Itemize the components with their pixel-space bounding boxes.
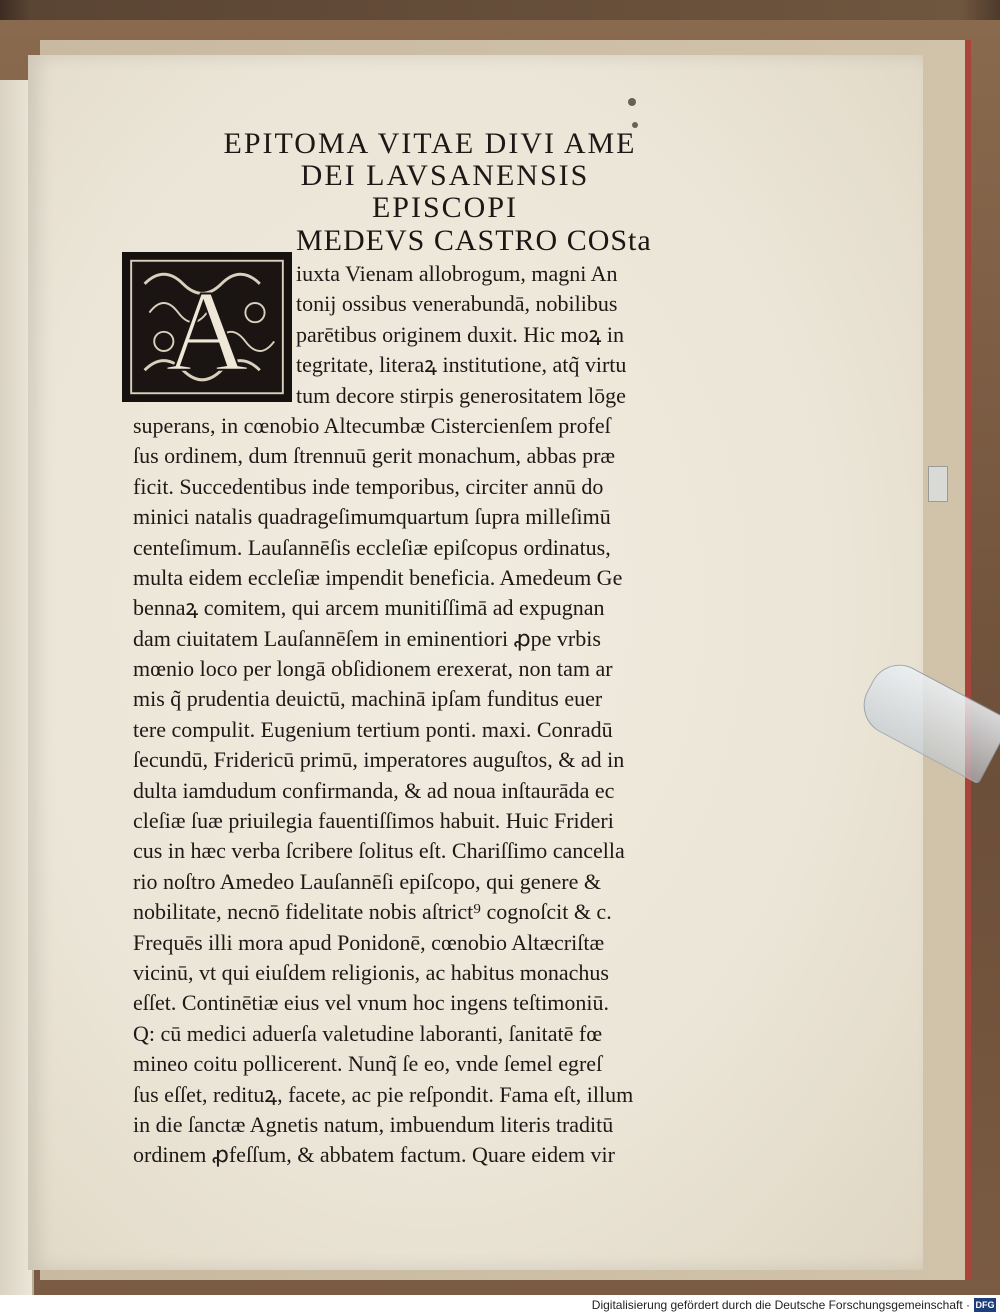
text-line: superans, in cœnobio Altecumbæ Cistercienſem profeſ bbox=[133, 412, 611, 438]
text-line: cleſiæ ſuæ priuilegia fauentiſſimos habuit. Huic Frideri bbox=[133, 808, 614, 834]
text-line: tere compulit. Eugenium tertium ponti. maxi. Conradū bbox=[133, 716, 613, 742]
text-line: tonij ossibus venerabundā, nobilibus bbox=[296, 291, 618, 317]
title-line: EPITOMA VITAE DIVI AME bbox=[223, 127, 637, 160]
text-line: tegritate, literaꝝ institutione, atq̃ virtu bbox=[296, 352, 627, 378]
text-line: eſſet. Continētiæ eius vel vnum hoc ingens teſtimoniū. bbox=[133, 990, 609, 1016]
text-line: dulta iamdudum confirmanda, & ad noua inſtaurāda ec bbox=[133, 777, 615, 803]
text-line: minici natalis quadrageſimumquartum ſupra milleſimū bbox=[133, 504, 611, 530]
title-line: EPISCOPI bbox=[371, 191, 519, 224]
text-line: tum decore stirpis generositatem lōge bbox=[296, 382, 626, 408]
page-title bbox=[150, 128, 670, 224]
text-line: parētibus originem duxit. Hic moꝝ in bbox=[296, 321, 624, 347]
opening-line: MEDEVS CASTRO COSta bbox=[296, 224, 652, 257]
text-line: vicinū, vt qui eiuſdem religionis, ac habitus monachus bbox=[133, 959, 609, 985]
text-line: ſus ordinem, dum ſtrennuū gerit monachum, abbas præ bbox=[133, 443, 616, 469]
text-line: centeſimum. Lauſannēſis eccleſiæ epiſcopus ordinatus, bbox=[133, 534, 611, 560]
text-line: ſecundū, Fridericū primū, imperatores auguſtos, & ad in bbox=[133, 747, 625, 773]
body-text bbox=[133, 259, 733, 1171]
text-line: multa eidem eccleſiæ impendit beneficia. Amedeum Ge bbox=[133, 564, 623, 590]
title-line: DEI LAVSANENSIS bbox=[300, 159, 590, 192]
page-speck bbox=[628, 98, 636, 106]
footer-bar bbox=[0, 1295, 1000, 1315]
dfg-logo-icon: DFG bbox=[975, 1300, 995, 1310]
text-line: Q: cū medici aduerſa valetudine laboranti, ſanitatē fœ bbox=[133, 1020, 603, 1046]
text-line: cus in hæc verba ſcribere ſolitus eſt. Chariſſimo cancella bbox=[133, 838, 625, 864]
text-line: mineo coitu pollicerent. Nunq̃ ſe eo, vnde ſemel egreſ bbox=[133, 1051, 603, 1077]
text-line: dam ciuitatem Lauſannēſem in eminentiori ꝓpe vrbis bbox=[133, 625, 601, 651]
text-line: in die ſanctæ Agnetis natum, imbuendum literis traditū bbox=[133, 1111, 614, 1137]
text-line: Frequēs illi mora apud Ponidonē, cœnobio Altæcriſtæ bbox=[133, 929, 605, 955]
text-line: mis q̃ prudentia deuictū, machinā ipſam funditus euer bbox=[133, 686, 603, 712]
text-line: mœnio loco per longā obſidionem erexerat, non tam ar bbox=[133, 656, 613, 682]
text-line: ordinem ꝓfeſſum, & abbatem factum. Quare eidem vir bbox=[133, 1142, 615, 1168]
text-line: ſus eſſet, redituꝝ, facete, ac pie reſpondit. Fama eſt, illum bbox=[133, 1081, 634, 1107]
initial-letter: A bbox=[165, 267, 249, 396]
text-line: bennaꝝ comitem, qui arcem munitiſſimā ad expugnan bbox=[133, 595, 605, 621]
text-line: nobilitate, necnō fidelitate nobis aſtrict⁹ cognoſcit & c. bbox=[133, 899, 612, 925]
funding-credit: Digitalisierung gefördert durch die Deutsche Forschungsgemeinschaft · bbox=[591, 1298, 970, 1312]
text-line: rio noſtro Amedeo Lauſannēſi epiſcopo, qui genere & bbox=[133, 868, 601, 894]
text-line: ficit. Succedentibus inde temporibus, circiter annū do bbox=[133, 473, 604, 499]
metal-clip bbox=[928, 466, 948, 502]
text-line: iuxta Vienam allobrogum, magni An bbox=[296, 261, 618, 286]
